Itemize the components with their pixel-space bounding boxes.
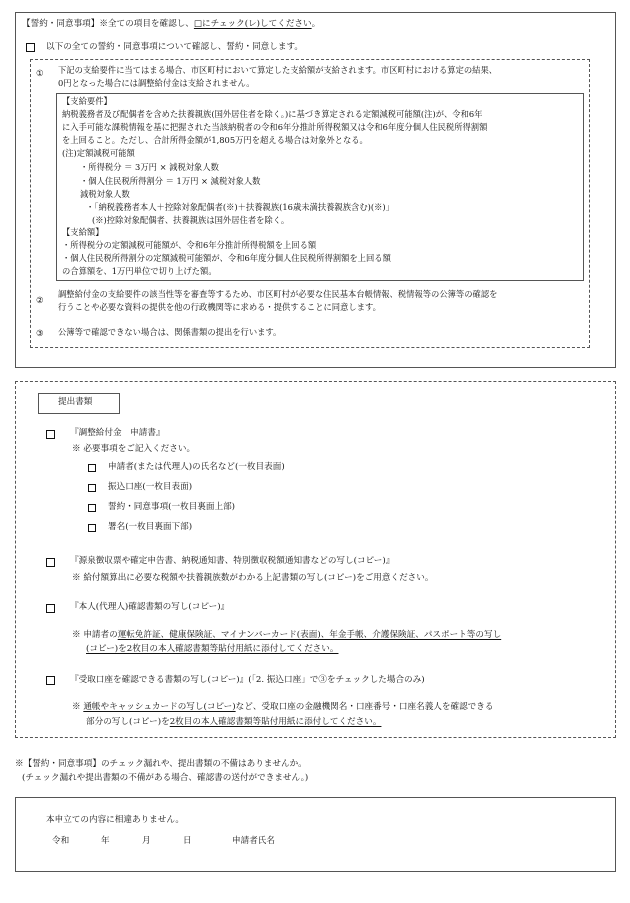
pledge-header-check-instruction: □にチェック(レ)してください bbox=[193, 19, 312, 29]
doc-bank-account-note-passbook: 通帳やキャッシュカードの写し(コピー) bbox=[83, 702, 236, 712]
target-count-label: 減税対象人数 bbox=[80, 189, 130, 199]
doc-tax-records-note: ※ 給付額算出に必要な税額や扶養親族数がわかる上記書類の写し(コピー)をご用意ください。 bbox=[72, 573, 434, 583]
pledge-header-title: 【誓約・同意事項】 bbox=[22, 19, 100, 29]
doc-application-note: ※ 必要事項をご記入ください。 bbox=[72, 444, 196, 454]
sub-item-checkbox-3[interactable] bbox=[88, 504, 96, 512]
pledge-header-end: 。 bbox=[311, 19, 321, 29]
date-era-label: 令和 bbox=[52, 836, 70, 846]
doc-bank-account-note-line-2 bbox=[86, 717, 381, 727]
doc-application-label: 『調整給付金 申請書』 bbox=[70, 428, 165, 438]
amount-title: 【支給額】 bbox=[62, 227, 104, 237]
requirements-title: 【支給要件】 bbox=[62, 96, 112, 106]
doc-id-copy-note-line-2: (コピー)を2枚目の本人確認書類等貼付用紙に添付してください。 bbox=[86, 644, 339, 654]
date-month-label[interactable]: 月 bbox=[142, 836, 151, 846]
reminder-line-1: ※【誓約・同意事項】のチェック漏れや、提出書類の不備はありませんか。 bbox=[15, 759, 307, 769]
item-2-line-2: 行うことや必要な資料の提供を他の行政機関等に求める・提供することに同意します。 bbox=[58, 302, 381, 312]
doc-id-copy-note-line-1 bbox=[72, 630, 501, 640]
item-1-line-1: 下記の支給要件に当てはまる場合、市区町村において算定した支給額が支給されます。市区町村における算定の結果、 bbox=[58, 65, 498, 75]
requirements-note-title: (注)定額減税可能額 bbox=[62, 148, 135, 158]
doc-bank-account-checkbox[interactable] bbox=[46, 676, 55, 685]
date-year-label[interactable]: 年 bbox=[101, 836, 110, 846]
documents-title: 提出書類 bbox=[58, 397, 93, 407]
doc-tax-records-checkbox[interactable] bbox=[46, 558, 55, 567]
amount-line-1: ・所得税分の定額減税可能額が、令和6年分推計所得税額を上回る額 bbox=[62, 240, 317, 250]
item-1-line-2: 0円となった場合には調整給付金は支給されません。 bbox=[58, 78, 255, 88]
item-number-1: ① bbox=[36, 69, 44, 79]
doc-id-copy-checkbox[interactable] bbox=[46, 604, 55, 613]
doc-bank-account-note-prefix: ※ bbox=[72, 702, 84, 712]
target-count-note: (※)控除対象配偶者、扶養親族は国外居住者を除く。 bbox=[92, 215, 290, 225]
agree-all-label: 以下の全ての誓約・同意事項について確認し、誓約・同意します。 bbox=[46, 42, 303, 52]
sub-item-checkbox-2[interactable] bbox=[88, 484, 96, 492]
sub-item-label-1: 申請者(または代理人)の氏名など(一枚目表面) bbox=[108, 462, 285, 472]
item-number-2: ② bbox=[36, 296, 44, 306]
agree-all-checkbox[interactable] bbox=[26, 43, 35, 52]
sub-item-label-4: 署名(一枚目裏面下部) bbox=[108, 522, 193, 532]
doc-application-checkbox[interactable] bbox=[46, 430, 55, 439]
sub-item-checkbox-1[interactable] bbox=[88, 464, 96, 472]
applicant-name-label[interactable]: 申請者氏名 bbox=[232, 836, 275, 846]
doc-bank-account-note-mid: など、受取口座の金融機関名・口座番号・口座名義人を確認できる bbox=[235, 702, 494, 712]
doc-id-copy-note-ids: 運転免許証、健康保険証、マイナンバーカード(表面)、年金手帳、介護保険証、パスポート等の写し bbox=[117, 630, 502, 640]
sub-item-checkbox-4[interactable] bbox=[88, 524, 96, 532]
declaration-statement: 本申立ての内容に相違ありません。 bbox=[46, 815, 185, 825]
formula-resident-tax: ・個人住民税所得割分 ＝ 1万円 × 減税対象人数 bbox=[80, 176, 261, 186]
item-3-line-1: 公簿等で確認できない場合は、関係書類の提出を行います。 bbox=[58, 327, 282, 337]
requirements-line-3: を上回ること。ただし、合計所得金額が1,805万円を超える場合は対象外となる。 bbox=[62, 135, 368, 145]
doc-id-copy-note-prefix: ※ 申請者の bbox=[72, 630, 118, 640]
pledge-header bbox=[22, 19, 320, 29]
date-day-label[interactable]: 日 bbox=[183, 836, 192, 846]
declaration-section bbox=[15, 797, 616, 872]
doc-bank-account-label: 『受取口座を確認できる書類の写し(コピー)』(「2. 振込口座」で③をチェックした場合のみ) bbox=[70, 675, 425, 685]
item-number-3: ③ bbox=[36, 329, 44, 339]
reminder-line-2: (チェック漏れや提出書類の不備がある場合、確認書の送付ができません。) bbox=[22, 773, 309, 783]
sub-item-label-3: 誓約・同意事項(一枚目裏面上部) bbox=[108, 502, 236, 512]
requirements-line-2: に入手可能な課税情報を基に把握された当該納税者の令和6年分推計所得税額又は令和6年度分個人住民税所得割額 bbox=[62, 122, 488, 132]
doc-tax-records-label: 『源泉徴収票や確定申告書、納税通知書、特別徴収税額通知書などの写し(コピー)』 bbox=[70, 556, 395, 566]
doc-bank-account-note-line-1 bbox=[72, 702, 493, 712]
sub-item-label-2: 振込口座(一枚目表面) bbox=[108, 482, 193, 492]
requirements-line-1: 納税義務者及び配偶者を含めた扶養親族(国外居住者を除く。)に基づき算定される定額減税可能額(注)が、令和6年 bbox=[62, 109, 483, 119]
item-2-line-1: 調整給付金の支給要件の該当性等を審査等するため、市区町村が必要な住民基本台帳情報、税情報等の公簿等の確認を bbox=[58, 289, 498, 299]
doc-id-copy-label: 『本人(代理人)確認書類の写し(コピー)』 bbox=[70, 602, 230, 612]
amount-line-3: の合算額を、1万円単位で切り上げた額。 bbox=[62, 266, 217, 276]
doc-bank-account-note-line-2-pre: 部分の写し(コピー)を bbox=[86, 717, 170, 727]
amount-line-2: ・個人住民税所得割分の定額減税可能額が、令和6年度分個人住民税所得割額を上回る額 bbox=[62, 253, 391, 263]
doc-bank-account-note-line-2-attach: 2枚目の本人確認書類等貼付用紙に添付してください。 bbox=[169, 717, 382, 727]
target-count-formula: ・「納税義務者本人＋控除対象配偶者(※)＋扶養親族(16歳未満扶養親族含む)(※)」 bbox=[86, 202, 394, 212]
pledge-header-instruction: ※全ての項目を確認し、 bbox=[99, 19, 194, 29]
formula-income-tax: ・所得税分 ＝ 3万円 × 減税対象人数 bbox=[80, 162, 219, 172]
